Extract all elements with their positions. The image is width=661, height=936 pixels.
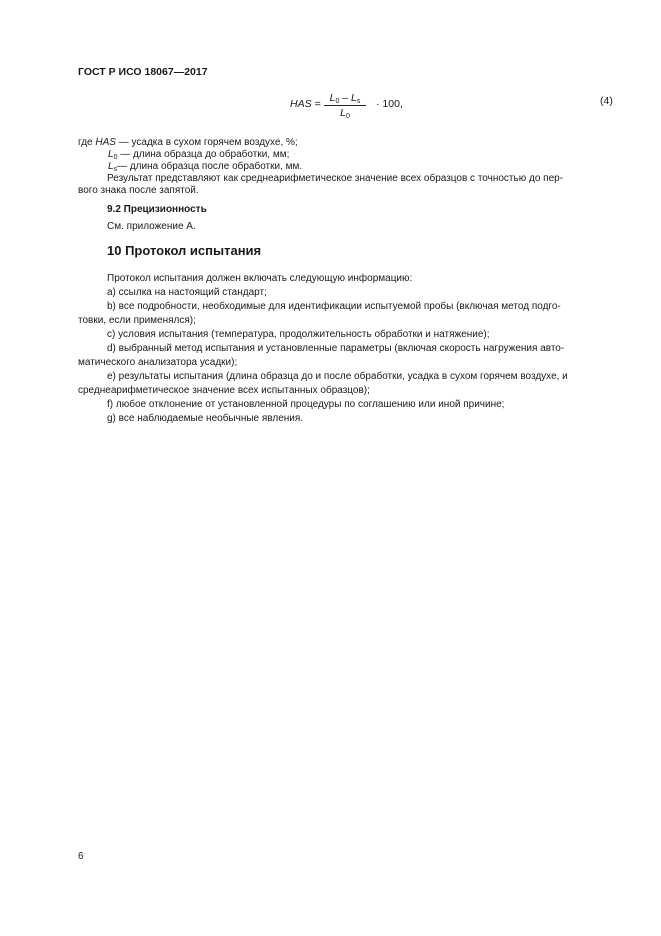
- list-item: d) выбранный метод испытания и установленные параметры (включая скорость нагружения авто-: [107, 343, 565, 354]
- formula-numerator: $L_0 - L_s$: [329, 92, 361, 105]
- list-item-continuation: среднеарифметическое значение всех испытанных образцов);: [78, 385, 370, 396]
- where-line-has: где HAS — усадка в сухом горячем воздухе, %;: [78, 137, 298, 148]
- list-item: b) все подробности, необходимые для идентификации испытуемой пробы (включая метод подго-: [107, 301, 561, 312]
- result-paragraph-line1: Результат представляют как среднеарифметическое значение всех образцов с точностью до пер-: [107, 173, 564, 184]
- formula-fraction: [324, 92, 366, 119]
- list-item: а) ссылка на настоящий стандарт;: [107, 287, 267, 298]
- protocol-list: [78, 273, 613, 427]
- where-line-ls: $L_s—$ длина образца после обработки, мм.: [108, 161, 303, 173]
- list-item: f) любое отклонение от установленной процедуры по соглашению или иной причине;: [107, 399, 505, 410]
- formula-lhs: HAS =: [290, 98, 321, 110]
- document-header: ГОСТ Р ИСО 18067—2017: [78, 66, 208, 78]
- section-9-2-title: 9.2 Прецизионность: [107, 204, 207, 215]
- formula-denominator: $L_0$: [340, 107, 350, 120]
- list-item: е) результаты испытания (длина образца до и после обработки, усадка в сухом горячем воздухе, и: [107, 371, 568, 382]
- formula-multiplier: · 100,: [376, 98, 403, 110]
- shrinkage-formula: [290, 92, 490, 126]
- where-clause: [78, 137, 613, 197]
- page-number: 6: [78, 851, 84, 862]
- section-10-title: 10 Протокол испытания: [107, 243, 262, 258]
- where-line-l0: $L_0$ — длина образца до обработки, мм;: [108, 149, 290, 161]
- list-item: g) все наблюдаемые необычные явления.: [107, 413, 304, 424]
- list-item-continuation: матического анализатора усадки);: [78, 357, 238, 368]
- list-item: с) условия испытания (температура, продолжительность обработки и натяжение);: [107, 329, 490, 340]
- list-intro: Протокол испытания должен включать следующую информацию:: [107, 273, 413, 284]
- formula-number: (4): [600, 95, 613, 107]
- list-item-continuation: товки, если применялся);: [78, 315, 196, 326]
- fraction-bar: [324, 105, 366, 106]
- result-paragraph-line2: вого знака после запятой.: [78, 185, 199, 196]
- section-9-2-text: См. приложение А.: [107, 221, 196, 232]
